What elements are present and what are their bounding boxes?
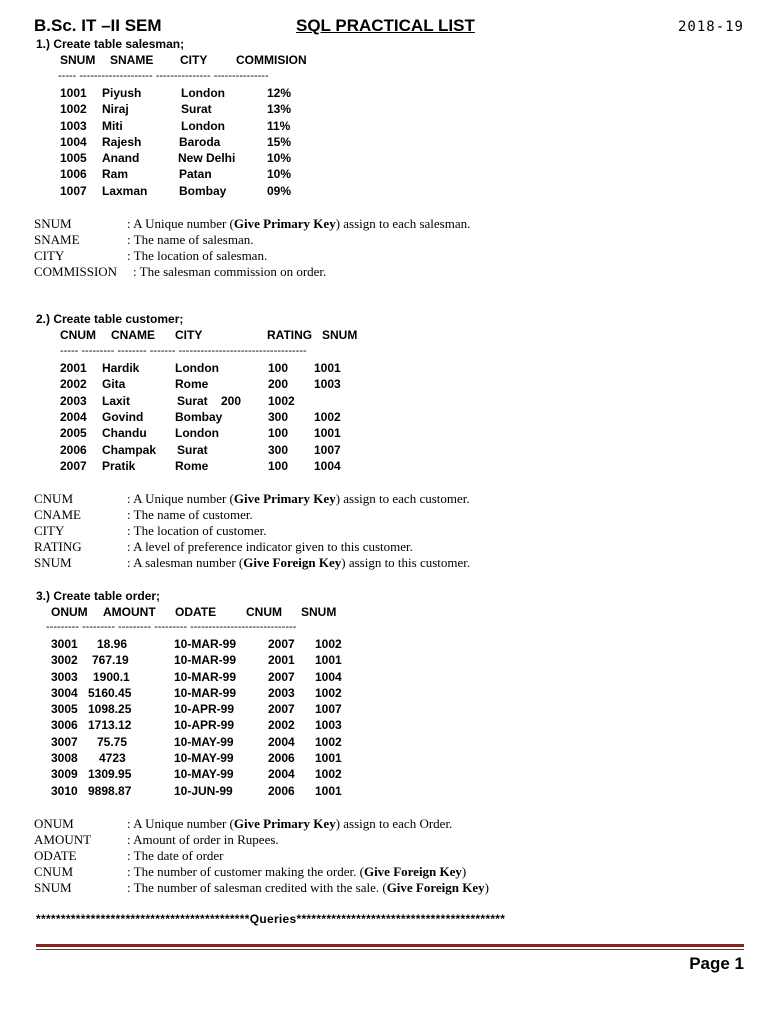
desc-term: SNUM [34,555,72,570]
column-header: CNAME [111,328,155,342]
cell: Laxman [102,184,148,198]
cell: 11% [267,119,291,133]
cell: 1309.95 [88,767,132,781]
column-header: ODATE [175,605,217,619]
cell: 2006 [60,443,87,457]
cell: 1001 [60,86,87,100]
cell: 2006 [268,751,295,765]
cell: Bombay [179,184,227,198]
cell: 1002 [315,735,342,749]
dash-separator: ----- --------- -------- ------- ----------------------------------- [60,345,307,357]
section-title: 3.) Create table order; [36,589,161,603]
dash-separator: --------- --------- --------- --------- ----------------------------- [46,621,297,633]
cell: 2002 [268,718,295,732]
cell: 2003 [268,686,295,700]
cell: 10-MAY-99 [174,767,234,781]
cell: 2007 [268,637,295,651]
desc-term: RATING [34,539,82,554]
desc-term: CNUM [34,864,74,879]
cell: 100 [268,459,289,473]
cell: 1003 [314,377,341,391]
desc-term: CNUM [34,491,74,506]
desc-text: : The date of order [127,848,224,863]
cell: 1004 [60,135,87,149]
cell: 1001 [315,653,342,667]
desc-term: ODATE [34,848,77,863]
cell: Rome [175,459,209,473]
cell: 4723 [99,751,126,765]
cell: 3005 [51,702,78,716]
column-header: SNAME [110,53,154,67]
cell: 2003 [60,394,87,408]
cell: Rajesh [102,135,142,149]
cell: Patan [179,167,212,181]
cell: 2001 [268,653,295,667]
cell: Hardik [102,361,140,375]
cell: 1007 [60,184,87,198]
desc-text: : The name of customer. [127,507,253,522]
cell: Piyush [102,86,142,100]
desc-text: : The location of salesman. [127,248,268,263]
cell: Gita [102,377,126,391]
cell: 1002 [268,394,295,408]
desc-text: : The number of salesman credited with the sale. (Give Foreign Key) [127,880,489,895]
cell: 15% [267,135,292,149]
cell: 1001 [314,361,341,375]
cell: 3007 [51,735,78,749]
cell: 10-MAR-99 [174,686,237,700]
desc-text: : A Unique number (Give Primary Key) assign to each salesman. [127,216,471,231]
cell: 1001 [315,751,342,765]
cell: London [181,86,225,100]
cell: Niraj [102,102,129,116]
cell: 18.96 [97,637,128,651]
cell: 3010 [51,784,78,798]
cell: 1001 [315,784,342,798]
page-number: Page 1 [689,954,744,973]
cell: 2006 [268,784,295,798]
cell: 1005 [60,151,87,165]
cell: Govind [102,410,144,424]
column-header: CNUM [60,328,96,342]
section-title: 1.) Create table salesman; [36,37,185,51]
cell: Bombay [175,410,223,424]
column-header: CITY [175,328,203,342]
document-title: SQL PRACTICAL LIST [296,16,475,35]
desc-term: COMMISSION [34,264,118,279]
cell: 10-MAY-99 [174,735,234,749]
cell: 09% [267,184,292,198]
cell: 2002 [60,377,87,391]
column-header: AMOUNT [103,605,156,619]
desc-text: : A Unique number (Give Primary Key) assign to each Order. [127,816,453,831]
cell: 10% [267,151,292,165]
cell: New Delhi [178,151,236,165]
desc-term: SNUM [34,216,72,231]
desc-term: CITY [34,248,65,263]
section-title: 2.) Create table customer; [36,312,184,326]
desc-term: AMOUNT [34,832,92,847]
dash-separator: ----- -------------------- --------------- --------------- [58,70,269,82]
cell: Baroda [179,135,221,149]
cell: 1900.1 [93,670,130,684]
cell: 1002 [315,637,342,651]
cell: 10-APR-99 [174,718,235,732]
cell: 10-MAR-99 [174,653,237,667]
desc-term: CNAME [34,507,81,522]
cell: 300 [268,410,289,424]
cell: 2004 [60,410,87,424]
cell: 3006 [51,718,78,732]
cell: Miti [102,119,123,133]
desc-text: : The name of salesman. [127,232,254,247]
column-header: RATING [267,328,313,342]
desc-text: : The location of customer. [127,523,267,538]
desc-term: CITY [34,523,65,538]
cell: 10-MAR-99 [174,670,237,684]
cell: Surat [177,443,208,457]
cell: 200 [268,377,289,391]
desc-text: : A Unique number (Give Primary Key) assign to each customer. [127,491,470,506]
cell: 2007 [60,459,87,473]
desc-text: : A salesman number (Give Foreign Key) assign to this customer. [127,555,471,570]
cell: 3001 [51,637,78,651]
cell: Pratik [102,459,136,473]
cell: London [175,426,219,440]
cell: Chandu [102,426,147,440]
cell: 2007 [268,702,295,716]
column-header: ONUM [51,605,88,619]
cell: 2004 [268,767,295,781]
cell: Ram [102,167,129,181]
cell: 100 [268,426,289,440]
column-header: CITY [180,53,208,67]
cell: 1004 [315,670,342,684]
cell: Champak [102,443,157,457]
cell: 12% [267,86,292,100]
cell: 10-JUN-99 [174,784,233,798]
column-header: SNUM [60,53,96,67]
academic-year: 2018-19 [677,19,744,35]
desc-text: : A level of preference indicator given to this customer. [127,539,413,554]
cell: 3004 [51,686,78,700]
cell: 1003 [60,119,87,133]
cell: 1098.25 [88,702,132,716]
cell: 10-MAR-99 [174,637,237,651]
cell: 100 [268,361,289,375]
cell: 3003 [51,670,78,684]
desc-text: : Amount of order in Rupees. [127,832,279,847]
cell: 10-APR-99 [174,702,235,716]
desc-term: ONUM [34,816,74,831]
cell: 1002 [60,102,87,116]
column-header: SNUM [301,605,337,619]
cell: Rome [175,377,209,391]
cell: Anand [102,151,140,165]
cell: 75.75 [97,735,128,749]
cell: Surat 200 [177,394,242,408]
cell: 1002 [315,686,342,700]
queries-banner: *******************************************Queries****************************************** [36,912,506,926]
desc-term: SNAME [34,232,80,247]
desc-text: : The salesman commission on order. [133,264,327,279]
column-header: CNUM [246,605,282,619]
cell: 13% [267,102,292,116]
cell: 1003 [315,718,342,732]
column-header: SNUM [322,328,358,342]
cell: London [181,119,225,133]
cell: 1002 [315,767,342,781]
column-header: COMMISION [236,53,307,67]
cell: 2001 [60,361,87,375]
desc-text: : The number of customer making the order. (Give Foreign Key) [127,864,467,879]
cell: 3008 [51,751,78,765]
desc-term: SNUM [34,880,72,895]
cell: London [175,361,219,375]
cell: 10% [267,167,292,181]
cell: 1004 [314,459,341,473]
cell: 1007 [314,443,341,457]
cell: 5160.45 [88,686,132,700]
cell: 300 [268,443,289,457]
cell: 1006 [60,167,87,181]
cell: 1001 [314,426,341,440]
cell: 1002 [314,410,341,424]
cell: 1007 [315,702,342,716]
cell: 2007 [268,670,295,684]
cell: 2004 [268,735,295,749]
cell: 1713.12 [88,718,132,732]
cell: 10-MAY-99 [174,751,234,765]
footer-rule [36,944,744,947]
cell: 3002 [51,653,78,667]
cell: 2005 [60,426,87,440]
cell: 9898.87 [88,784,132,798]
cell: Surat [181,102,212,116]
cell: 3009 [51,767,78,781]
cell: 767.19 [92,653,129,667]
footer-rule-thin [36,949,744,950]
course-title: B.Sc. IT –II SEM [34,16,162,35]
cell: Laxit [102,394,131,408]
